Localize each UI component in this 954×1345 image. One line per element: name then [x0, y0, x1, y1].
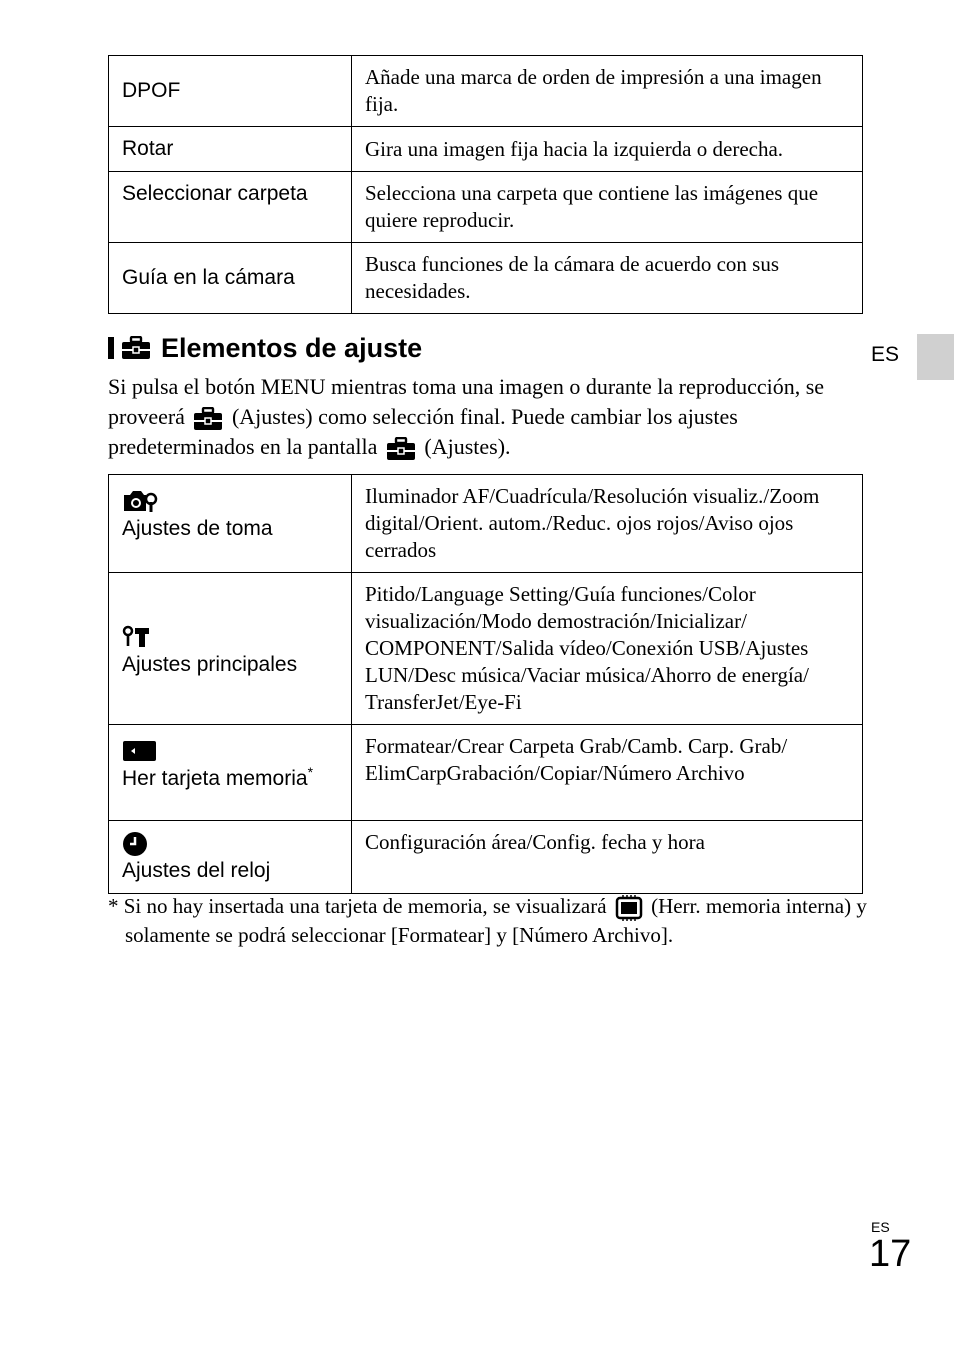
camera-wrench-icon	[122, 489, 158, 513]
internal-memory-icon	[615, 894, 643, 922]
intro-paragraph	[108, 372, 868, 462]
table-row	[109, 725, 863, 821]
functions-table	[108, 55, 863, 314]
table-row	[109, 243, 863, 314]
function-description: Gira una imagen fija hacia la izquierda o derecha.	[352, 127, 863, 172]
setting-category-name: Ajustes de toma	[122, 517, 273, 540]
setting-category	[109, 475, 352, 573]
function-name: Guía en la cámara	[109, 243, 352, 314]
toolbox-icon	[386, 437, 416, 461]
toolbox-icon	[193, 407, 223, 431]
section-heading	[108, 331, 422, 365]
page-number: 17	[869, 1233, 912, 1275]
settings-table	[108, 474, 863, 894]
function-name: Seleccionar carpeta	[109, 172, 352, 243]
setting-category-name: Her tarjeta memoria	[122, 767, 308, 790]
heading-bar	[108, 337, 114, 359]
section-title: Elementos de ajuste	[161, 332, 423, 363]
function-description: Añade una marca de orden de impresión a una imagen fija.	[352, 56, 863, 127]
setting-items: Configuración área/Config. fecha y hora	[352, 821, 863, 894]
tools-icon	[122, 625, 152, 649]
footnote-text: * Si no hay insertada una tarjeta de memoria, se visualizará	[108, 894, 607, 918]
function-description: Busca funciones de la cámara de acuerdo con sus necesidades.	[352, 243, 863, 314]
setting-category	[109, 821, 352, 894]
memory-card-icon	[122, 739, 158, 763]
intro-text: (Ajustes).	[424, 434, 511, 459]
toolbox-icon	[121, 336, 151, 360]
setting-category-name: Ajustes del reloj	[122, 859, 271, 882]
setting-category	[109, 725, 352, 821]
table-row	[109, 821, 863, 894]
setting-items: Iluminador AF/Cuadrícula/Resolución visualiz./Zoom digital/Orient. autom./Reduc. ojos rojos/Aviso ojos cerrados	[352, 475, 863, 573]
clock-icon	[122, 831, 148, 857]
table-row	[109, 475, 863, 573]
footnote-marker: *	[307, 764, 314, 780]
intro-text: (Ajustes) como selección final. Puede cambiar los ajustes predeterminados en la pantalla	[108, 404, 738, 459]
function-name: DPOF	[109, 56, 352, 127]
table-row	[109, 172, 863, 243]
function-name: Rotar	[109, 127, 352, 172]
page-language: ES	[871, 1219, 890, 1235]
function-description: Selecciona una carpeta que contiene las imágenes que quiere reproducir.	[352, 172, 863, 243]
table-row	[109, 573, 863, 725]
setting-items: Pitido/Language Setting/Guía funciones/Color visualización/Modo demostración/Inicializar/ COMPONENT/Salida vídeo/Conexión USB/Ajustes LUN/Desc música/Vaciar música/Ahorro de energía/ TransferJet/Eye-Fi	[352, 573, 863, 725]
side-language-tab	[917, 334, 954, 380]
table-row	[109, 127, 863, 172]
setting-category-name: Ajustes principales	[122, 652, 298, 676]
footnote-text: (Herr. memoria interna) y solamente se podrá seleccionar [Formatear] y [Número Archivo].	[125, 894, 867, 948]
side-language-label: ES	[871, 343, 900, 366]
footnote	[108, 893, 868, 949]
setting-items: Formatear/Crear Carpeta Grab/Camb. Carp. Grab/ ElimCarpGrabación/Copiar/Número Archivo	[352, 725, 863, 821]
table-row	[109, 56, 863, 127]
intro-text: Si pulsa el botón MENU mientras toma una imagen o durante la reproducción, se proveerá	[108, 374, 825, 429]
setting-category	[109, 573, 352, 725]
